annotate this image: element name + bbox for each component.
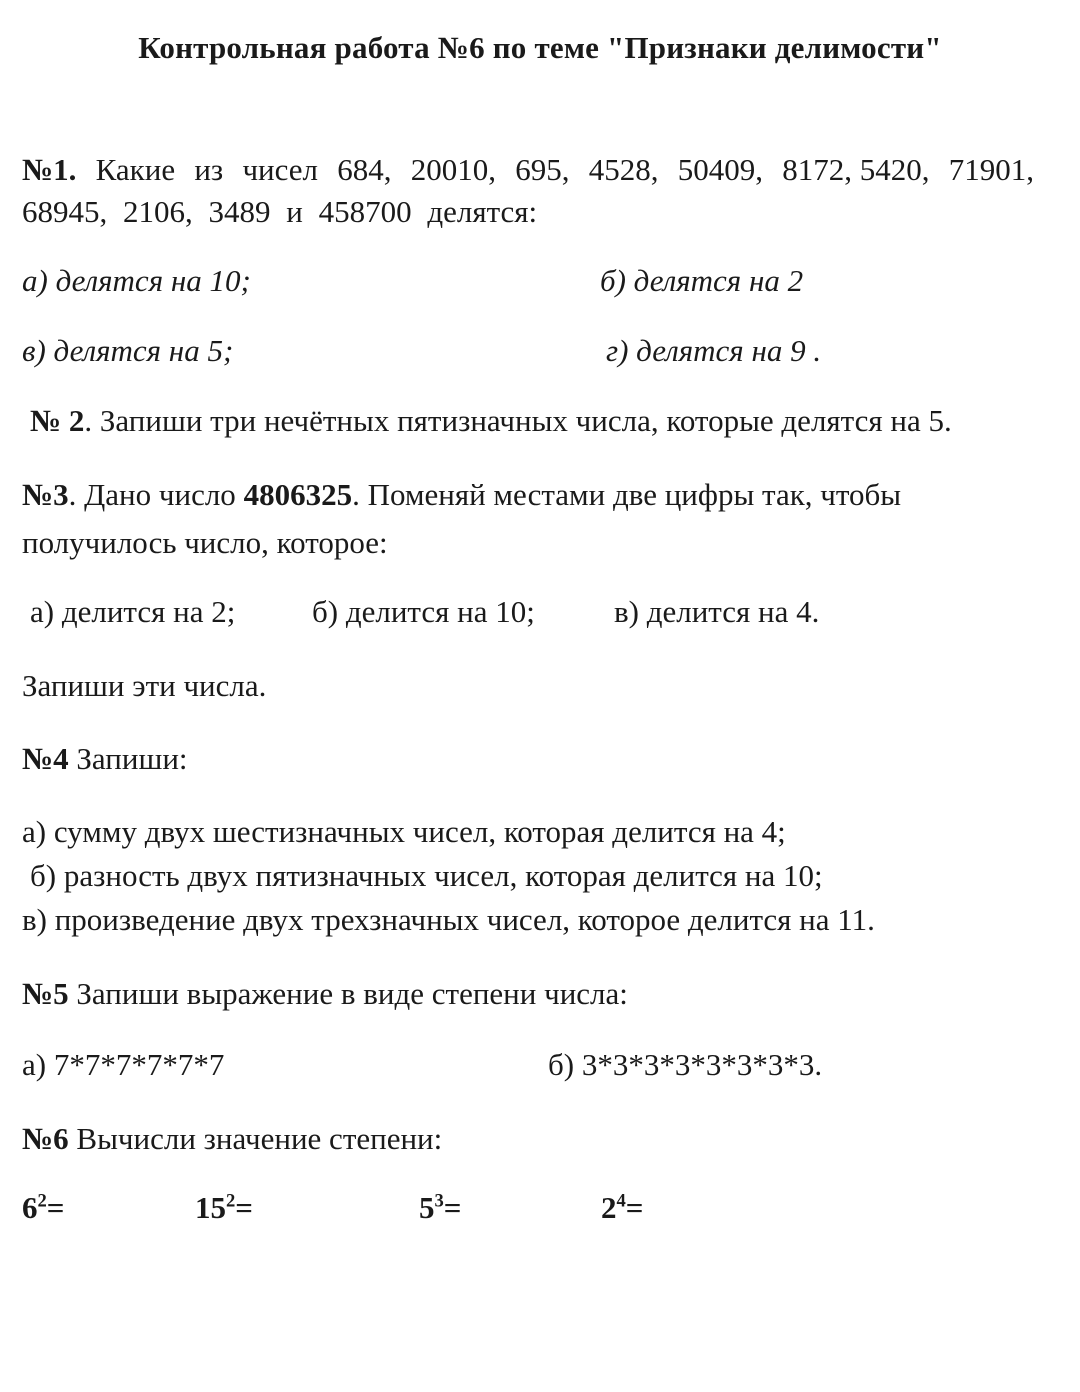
power-base: 6 [22,1190,38,1225]
equals-sign: = [443,1190,462,1225]
task1-word: 684, [337,152,392,187]
task1-word: 8172, 5420, [782,152,930,187]
task1-option-g: г) делятся на 9 . [606,333,822,368]
task1-word: Какие [95,152,176,187]
equals-sign: = [46,1190,65,1225]
task3-line2: получилось число, которое: [22,525,388,560]
task3-number: №3 [22,477,69,512]
power-item [419,1190,461,1226]
task1-word: 695, [515,152,570,187]
task3-line4: Запиши эти числа. [22,668,267,703]
task4-option-b: б) разность двух пятизначных чисел, которая делится на 10; [30,858,823,893]
task6-text: Вычисли значение степени: [68,1121,443,1156]
task5-option-a: а) 7*7*7*7*7*7 [22,1047,225,1082]
task4-option-v: в) произведение двух трехзначных чисел, которое делится на 11. [22,902,875,937]
power-base: 5 [419,1190,435,1225]
task3-text-after: . Поменяй местами две цифры так, чтобы [352,477,902,512]
task5-heading [22,976,628,1012]
task4-heading [22,741,188,777]
task1-word: чисел [242,152,318,187]
page-title: Контрольная работа №6 по теме "Признаки делимости" [138,30,942,65]
task3-given-number: 4806325 [243,477,353,512]
task1-option-b: б) делятся на 2 [600,263,804,298]
power-exponent: 2 [226,1190,236,1212]
task5-option-b: б) 3*3*3*3*3*3*3*3. [548,1047,823,1082]
task1-option-a: а) делятся на 10; [22,263,251,298]
task5-number: №5 [22,976,69,1011]
task5-text: Запиши выражение в виде степени числа: [68,976,628,1011]
equals-sign: = [235,1190,253,1225]
task4-option-a: а) сумму двух шестизначных чисел, которая делится на 4; [22,814,786,849]
power-base: 15 [195,1190,226,1225]
task1-option-v: в) делятся на 5; [22,333,234,368]
task4-text: Запиши: [68,741,188,776]
task1-word: 71901, [948,152,1034,187]
equals-sign: = [625,1190,644,1225]
task2-number: № 2 [30,403,85,438]
task1-word: 4528, [588,152,659,187]
task1-word: 50409, [677,152,763,187]
task3-option-v: в) делится на 4. [614,594,820,629]
task1-line2: 68945, 2106, 3489 и 458700 делятся: [22,194,538,229]
power-base: 2 [601,1190,617,1225]
power-item [601,1190,643,1226]
task4-number: №4 [22,741,69,776]
task3-line1 [22,477,901,513]
task2-line [30,403,952,439]
task3-option-b: б) делится на 10; [312,594,535,629]
power-item [22,1190,64,1226]
task3-option-a: а) делится на 2; [30,594,236,629]
task1-number: №1. [22,152,77,187]
task1-word: из [194,152,224,187]
power-exponent: 2 [37,1190,47,1212]
task1-line1 [22,152,1034,188]
task6-number: №6 [22,1121,69,1156]
task3-text-before: . Дано число [68,477,244,512]
task1-word: 20010, [410,152,496,187]
task6-heading [22,1121,442,1157]
power-item [195,1190,253,1226]
power-exponent: 3 [434,1190,444,1212]
power-exponent: 4 [616,1190,626,1212]
task2-text: . Запиши три нечётных пятизначных числа, которые делятся на 5. [84,403,952,438]
